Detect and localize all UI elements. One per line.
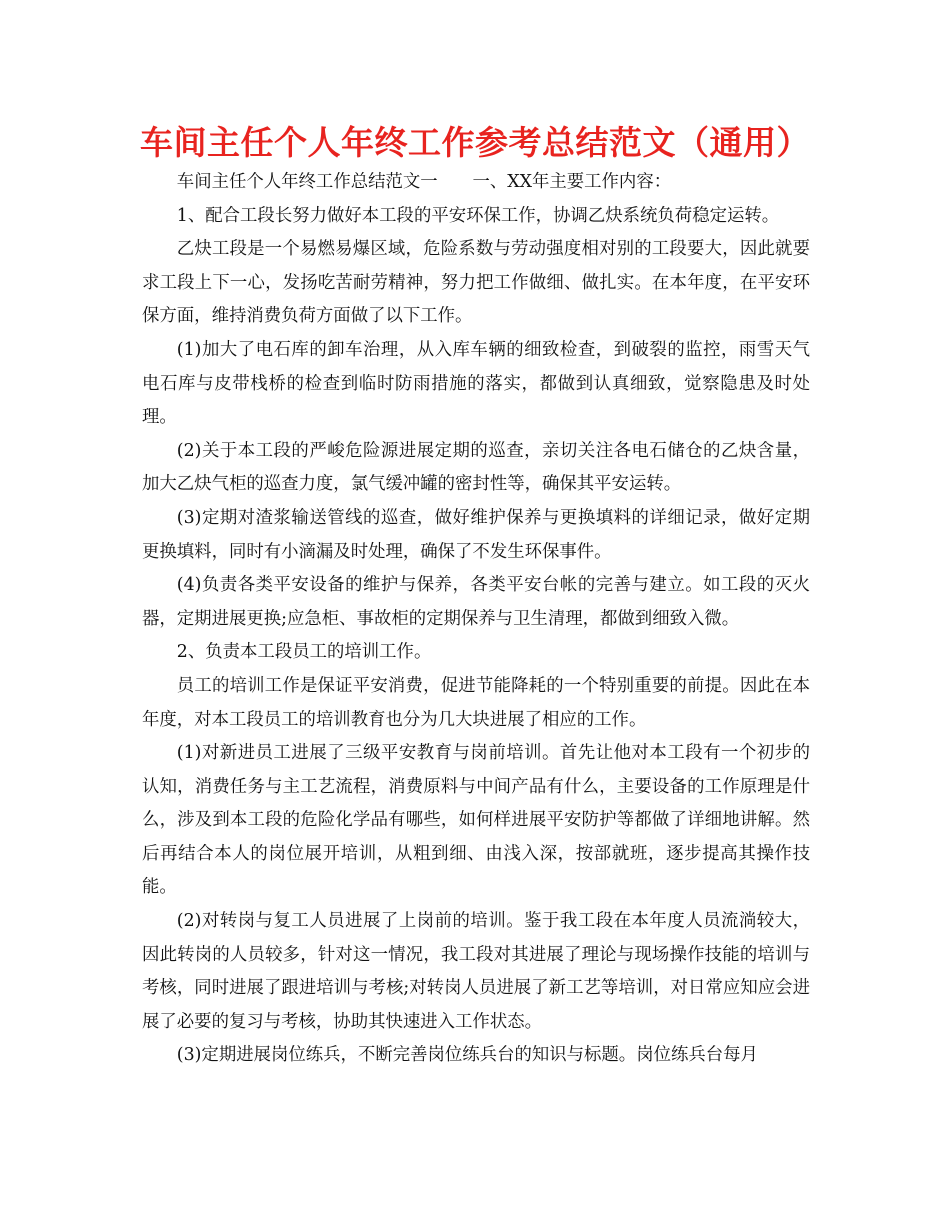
paragraph: (3)定期对渣浆输送管线的巡查，做好维护保养与更换填料的详细记录，做好定期更换填料，同时有小滴漏及时处理，确保了不发生环保事件。 [142, 507, 810, 562]
paragraph: (4)负责各类平安设备的维护与保养，各类平安台帐的完善与建立。如工段的灭火器，定期进展更换;应急柜、事故柜的定期保养与卫生清理，都做到细致入微。 [142, 575, 810, 629]
paragraph: 员工的培训工作是保证平安消费，促进节能降耗的一个特别重要的前提。因此在本年度，对本工段员工的培训教育也分为几大块进展了相应的工作。 [142, 675, 810, 730]
paragraph: 乙炔工段是一个易燃易爆区域，危险系数与劳动强度相对别的工段要大，因此就要求工段上下一心，发扬吃苦耐劳精神，努力把工作做细、做扎实。在本年度，在平安环保方面，维持消费负荷方面做了以下工作。 [142, 239, 810, 327]
document-body [142, 166, 810, 1073]
paragraph: 2、负责本工段员工的培训工作。 [176, 642, 432, 663]
paragraph: 1、配合工段长努力做好本工段的平安环保工作，协调乙炔系统负荷稳定运转。 [176, 205, 780, 226]
paragraph: (1)对新进员工进展了三级平安教育与岗前培训。首先让他对本工段有一个初步的认知，消费任务与主工艺流程，消费原料与中间产品有什么，主要设备的工作原理是什么，涉及到本工段的危险化学品有哪些，如何样进展平安防护等都做了详细地讲解。然后再结合本人的岗位展开培训，从粗到细、由浅入深，按部就班，逐步提高其操作技能。 [142, 743, 810, 898]
paragraph: (1)加大了电石库的卸车治理，从入库车辆的细致检查，到破裂的监控，雨雪天气电石库与皮带栈桥的检查到临时防雨措施的落实，都做到认真细致，觉察隐患及时处理。 [142, 339, 810, 428]
paragraph: (3)定期进展岗位练兵，不断完善岗位练兵台的知识与标题。岗位练兵台每月 [176, 1045, 758, 1066]
paragraph: (2)对转岗与复工人员进展了上岗前的培训。鉴于我工段在本年度人员流淌较大，因此转岗的人员较多，针对这一情况，我工段对其进展了理论与现场操作技能的培训与考核，同时进展了跟进培训与考核;对转岗人员进展了新工艺等培训，对日常应知应会进展了必要的复习与考核，协助其快速进入工作状态。 [142, 911, 810, 1032]
paragraph: 车间主任个人年终工作总结范文一 一、XX年主要工作内容： [176, 172, 672, 192]
document-title: 车间主任个人年终工作参考总结范文（通用） [140, 123, 810, 162]
paragraph: (2)关于本工段的严峻危险源进展定期的巡查，亲切关注各电石储仓的乙炔含量，加大乙炔气柜的巡查力度，氯气缓冲罐的密封性等，确保其平安运转。 [142, 440, 810, 495]
